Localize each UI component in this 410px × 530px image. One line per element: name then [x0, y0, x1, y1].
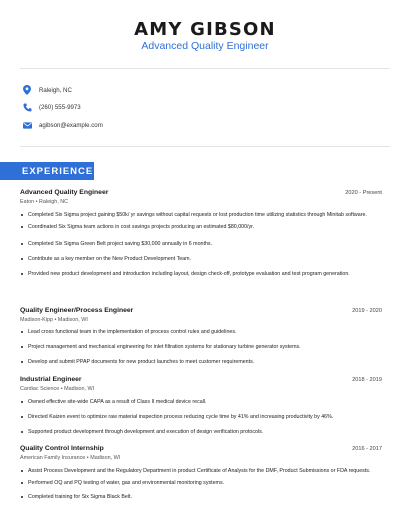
- contact-email: [22, 119, 103, 131]
- job-title: Industrial Engineer: [20, 376, 82, 383]
- divider-top: [20, 68, 390, 69]
- job-company-location: Eaton • Raleigh, NC: [20, 199, 69, 205]
- job-location: Raleigh, NC: [38, 199, 69, 205]
- job-title: Advanced Quality Engineer: [20, 189, 109, 196]
- phone-icon: [22, 102, 32, 112]
- job-title-header: Advanced Quality Engineer: [141, 40, 269, 52]
- job-company: Cardiac Science: [20, 386, 60, 392]
- job-company: American Family Insurance: [20, 455, 86, 461]
- candidate-name: AMY GIBSON: [134, 19, 276, 40]
- location-pin-icon: [22, 85, 32, 95]
- bullet-item: Completed training for Six Sigma Black Belt.: [20, 493, 382, 501]
- job-bullets: [20, 211, 382, 278]
- email-icon: [22, 120, 32, 130]
- job-bullets: [20, 398, 382, 436]
- section-header-experience: [0, 162, 94, 180]
- bullet-item: Coordinated Six Sigma team actions in cost savings projects producing an estimated $80,000/yr.: [20, 223, 382, 231]
- contact-email-text: agibson@example.com: [39, 121, 103, 129]
- divider-contact: [20, 146, 390, 147]
- bullet-item: Completed Six Sigma Green Belt project saving $30,000 annually in 6 months.: [20, 240, 382, 248]
- bullet-item: Contribute as a key member on the New Product Development Team.: [20, 255, 382, 263]
- contact-location: [22, 84, 72, 96]
- job-dates: 2016 - 2017: [352, 446, 382, 452]
- job-bullets: [20, 467, 382, 501]
- section-label: EXPERIENCE: [22, 165, 94, 177]
- bullet-item: Supported product development through development and execution of design verification protocols.: [20, 428, 382, 436]
- bullet-item: Performed OQ and PQ testing of water, gas and environmental monitoring systems.: [20, 479, 382, 487]
- job-company-location: Madison-Kipp • Madison, WI: [20, 317, 88, 323]
- job-bullets: [20, 328, 382, 366]
- bullet-item: Completed Six Sigma project gaining $50k/ yr savings without capital requests or lost production time utilizing statistics through Minitab software.: [20, 211, 382, 219]
- job-entry: [20, 445, 382, 501]
- bullet-item: Owned effective site-wide CAPA as a result of Class II medical device recall.: [20, 398, 382, 406]
- job-company-location: Cardiac Science • Madison, WI: [20, 386, 95, 392]
- bullet-item: Assist Process Development and the Regulatory Department in product Certificate of Analysis for the DMF, Product Submissions or FDA requests.: [20, 467, 382, 475]
- contact-phone-text: (260) 555-9973: [39, 103, 81, 111]
- job-dates: 2018 - 2019: [352, 377, 382, 383]
- bullet-item: Lead cross functional team in the implementation of process control rules and guidelines.: [20, 328, 382, 336]
- job-title: Quality Control Internship: [20, 445, 104, 452]
- job-dates: 2019 - 2020: [352, 308, 382, 314]
- bullet-item: Develop and submit PPAP documents for new product launches to meet customer requirements.: [20, 358, 382, 366]
- job-location: Madison, WI: [90, 455, 121, 461]
- job-company: Madison-Kipp: [20, 317, 53, 323]
- job-entry: [20, 189, 382, 278]
- bullet-item: Provided new product development and introduction including layout, design check-off, prototype evaluation and test program generation.: [20, 270, 382, 278]
- job-entry: [20, 376, 382, 436]
- job-location: Madison, WI: [64, 386, 95, 392]
- bullet-item: Directed Kaizen event to optimize raw material inspection process reducing cycle time by 41% and increasing productivity by 46%.: [20, 413, 382, 421]
- contact-phone: [22, 101, 81, 113]
- bullet-item: Project management and mechanical engineering for inlet filtration systems for stationary turbine generator systems.: [20, 343, 382, 351]
- contact-location-text: Raleigh, NC: [39, 86, 72, 94]
- job-company-location: American Family Insurance • Madison, WI: [20, 455, 121, 461]
- job-title: Quality Engineer/Process Engineer: [20, 307, 134, 314]
- job-dates: 2020 - Present: [345, 190, 382, 196]
- job-location: Madison, WI: [57, 317, 88, 323]
- job-entry: [20, 307, 382, 366]
- job-company: Eaton: [20, 199, 35, 205]
